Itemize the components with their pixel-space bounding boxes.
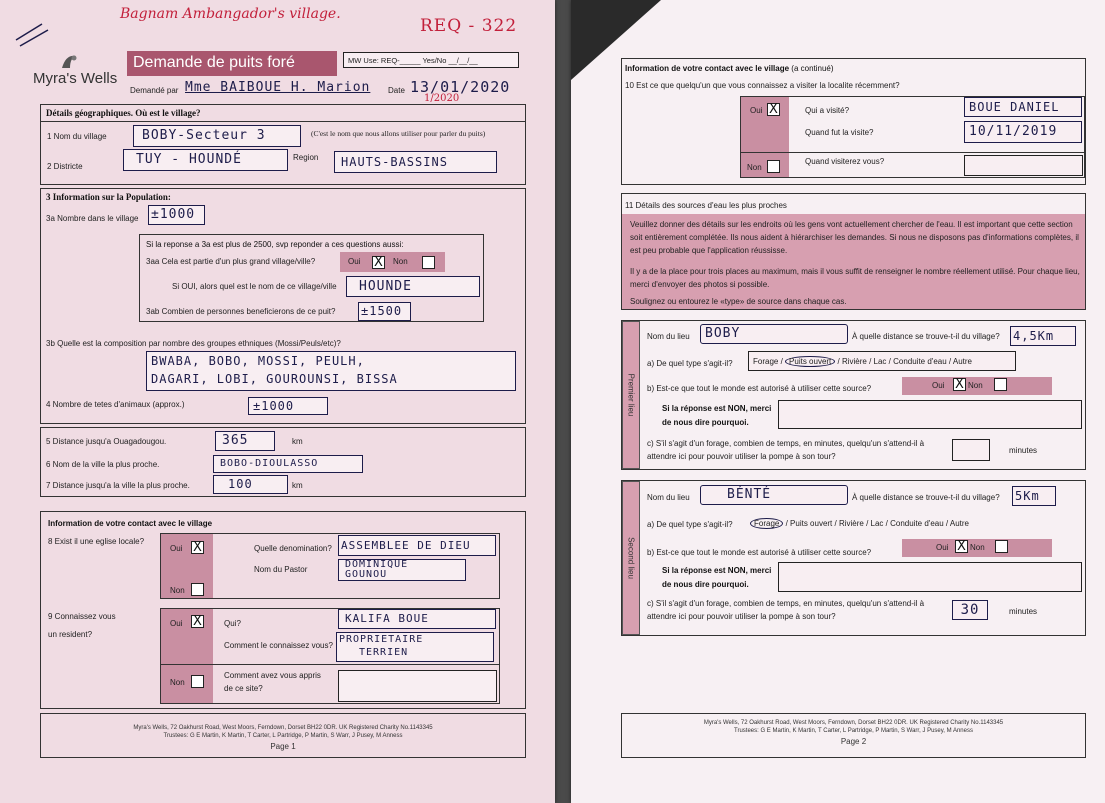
church-non-checkbox[interactable] xyxy=(191,583,204,596)
resident-oui-band xyxy=(161,609,213,664)
place-2-non-label: Non xyxy=(970,543,985,552)
page-number: Page 2 xyxy=(840,737,867,746)
nearest-town-label: 6 Nom de la ville la plus proche. xyxy=(46,460,160,469)
pen-slash-mark xyxy=(12,18,52,48)
section-population-title: 3 Information sur la Population: xyxy=(46,192,171,202)
section-contact xyxy=(40,511,526,709)
place-1-non-checkbox[interactable] xyxy=(994,378,1007,391)
place-2-distance-label: À quelle distance se trouve-t-il du village? xyxy=(852,493,1000,502)
resident-non-label: Non xyxy=(170,678,185,687)
instructions-paragraph-1: Veuillez donner des détails sur les endroits où les gens vont actuellement chercher de l'eau. Il est important que cette section soit entièrement complétée. Ils nous aident à hiérarchiser les demandes. Si nous ne disposons pas d'informations complètes, il est peu probable que l'application réussisse. xyxy=(630,220,1079,255)
contact-continued-suffix: (a continué) xyxy=(791,64,834,73)
beneficiaries-label: 3ab Combien de personnes beneficierons de ce puit? xyxy=(146,307,336,316)
type-forage-option[interactable]: Forage xyxy=(753,357,779,366)
village-name-label: 1 Nom du village xyxy=(47,132,107,141)
place-2-if-no-label-1: Si la réponse est NON, merci xyxy=(662,566,772,575)
how-known-label: Comment le connaissez vous? xyxy=(224,641,333,650)
church-non-label: Non xyxy=(170,586,185,595)
place-1-type-options[interactable]: Forage / Puits ouvert / Rivière / Lac / Conduite d'eau / Autre xyxy=(748,351,1016,371)
type-puits-option-selected[interactable]: Puits ouvert xyxy=(785,356,835,367)
distance-ouaga-label: 5 Distance jusqu'a Ouagadougou. xyxy=(46,437,167,446)
how-known-line-1: PROPRIETAIRE xyxy=(339,634,424,645)
future-visit-field[interactable] xyxy=(964,155,1083,176)
church-yes-no-band xyxy=(161,534,213,598)
section-distances xyxy=(40,427,526,497)
myras-wells-logo-icon xyxy=(58,50,80,72)
instructions-paragraph-2: Il y a de la place pour trois places au maximum, mais il vous suffit de renseigner le nombre réellement utilisé. Pour chaque lieu, merci d'envoyer des photos si possible. xyxy=(630,267,1080,289)
handwritten-note: Bagnam Ambangador's village. xyxy=(120,6,341,22)
local-church-label: 8 Exist il une eglise locale? xyxy=(48,537,145,546)
place-2-non-checkbox[interactable] xyxy=(995,540,1008,553)
place-2-minutes-label: minutes xyxy=(1009,607,1038,616)
section-contact-title: Information de votre contact avec le village xyxy=(48,519,213,528)
part-of-larger-oui-checkbox[interactable]: X xyxy=(372,256,385,269)
village-name-note: (C'est le nom que nous allons utiliser pour parler du puits) xyxy=(311,129,486,138)
section-contact-continued xyxy=(621,58,1086,185)
first-place-tab-label: Premier lieu xyxy=(626,373,636,417)
page-1-footer xyxy=(40,713,526,758)
pastor-line-2: GOUNOU xyxy=(345,569,388,580)
place-2-name-label: Nom du lieu xyxy=(647,493,690,502)
place-2-reason-field[interactable] xyxy=(778,562,1082,592)
district-field[interactable]: TUY - HOUNDÉ xyxy=(123,149,288,171)
population-field[interactable]: ±1000 xyxy=(148,205,205,225)
learned-label-2: de ce site? xyxy=(224,684,263,693)
recent-visit-label: 10 Est ce que quelqu'un que vous connaissez a visiter la localite récemment? xyxy=(625,81,900,90)
second-place-section xyxy=(621,480,1086,636)
type-other-options[interactable]: / Rivière / Lac / Conduite d'eau / Autre xyxy=(834,519,970,528)
visit-oui-checkbox[interactable]: X xyxy=(767,103,780,116)
form-title-band xyxy=(127,51,337,76)
page-2-footer xyxy=(621,713,1086,758)
place-2-access-label: b) Est-ce que tout le monde est autorisé à utiliser cette source? xyxy=(647,548,872,557)
visit-date-label: Quand fut la visite? xyxy=(805,128,874,137)
footer-address: Myra's Wells, 72 Oakhurst Road, West Moors, Ferndown, Dorset BH22 0DR. UK Registered Charity No.1143345 xyxy=(703,720,1004,726)
place-1-non-label: Non xyxy=(968,381,983,390)
denomination-field[interactable]: ASSEMBLEE DE DIEU xyxy=(338,535,496,556)
nearest-town-distance-field[interactable]: 100 xyxy=(213,475,288,494)
large-village-heading: Si la reponse a 3a est plus de 2500, svp reponder a ces questions aussi: xyxy=(146,240,404,249)
contact-continued-title-text: Information de votre contact avec le village xyxy=(625,64,790,73)
section-water-sources xyxy=(621,193,1086,310)
mw-use-box: MW Use: REQ-_____ Yes/No __/__/__ xyxy=(343,52,519,68)
section-geographic xyxy=(40,104,526,185)
population-label: 3a Nombre dans le village xyxy=(46,214,139,223)
place-1-distance-field[interactable]: 4,5Km xyxy=(1010,326,1076,346)
ethnic-groups-line-2: DAGARI, LOBI, GOUROUNSI, BISSA xyxy=(151,372,398,386)
section-geographic-title: Détails géographiques. Où est le village? xyxy=(46,108,201,118)
resident-oui-label: Oui xyxy=(170,619,183,628)
oui-label: Oui xyxy=(348,257,361,266)
know-resident-label-1: 9 Connaissez vous xyxy=(48,612,116,621)
footer-trustees: Trustees: G E Martin, K Martin, T Carter, L Partridge, P Martin, S Warr, J Pusey, M Anness xyxy=(163,733,403,739)
place-2-wait-field[interactable]: 30 xyxy=(952,600,988,620)
pastor-line-1: DOMINIQUE xyxy=(345,559,409,570)
place-2-wait-label-1: c) S'il s'agit d'un forage, combien de temps, en minutes, quelqu'un s'attend-il à xyxy=(647,599,925,608)
nearest-town-distance-label: 7 Distance jusqu'a la ville la plus proche. xyxy=(46,481,190,490)
church-oui-label: Oui xyxy=(170,544,183,553)
part-of-larger-label: 3aa Cela est partie d'un plus grand village/ville? xyxy=(146,257,316,266)
future-visit-label: Quand visiterez vous? xyxy=(805,157,885,166)
divider xyxy=(741,152,1084,153)
ethnic-groups-label: 3b Quelle est la composition par nombre des groupes ethniques (Mossi/Peuls/etc)? xyxy=(46,339,341,348)
km-label-2: km xyxy=(292,481,303,490)
date-value[interactable]: 13/01/2020 xyxy=(410,78,511,96)
type-puits-option[interactable]: Puits ouvert xyxy=(790,519,833,528)
place-2-oui-label: Oui xyxy=(936,543,949,552)
place-1-if-no-label-2: de nous dire pourquoi. xyxy=(662,418,749,427)
who-label: Qui? xyxy=(224,619,241,628)
first-place-section xyxy=(621,320,1086,470)
large-village-subsection xyxy=(139,234,484,322)
type-other-options[interactable]: / Rivière / Lac / Conduite d'eau / Autre xyxy=(837,357,973,366)
visit-oui-band xyxy=(741,97,789,152)
resident-non-checkbox[interactable] xyxy=(191,675,204,688)
region-field[interactable]: HAUTS-BASSINS xyxy=(334,151,497,173)
place-1-distance-label: À quelle distance se trouve-t-il du village? xyxy=(852,332,1000,341)
footer-trustees: Trustees: G E Martin, K Martin, T Carter, L Partridge, P Martin, S Warr, J Pusey, M Anness xyxy=(734,728,973,734)
learned-field[interactable] xyxy=(338,670,497,702)
place-1-if-no-label-1: Si la réponse est NON, merci xyxy=(662,404,772,413)
divider xyxy=(41,121,525,122)
place-1-oui-checkbox[interactable]: X xyxy=(953,378,966,391)
distance-ouaga-field[interactable]: 365 xyxy=(215,431,275,451)
larger-name-label: Si OUI, alors quel est le nom de ce village/ville xyxy=(172,282,337,291)
form-page-2 xyxy=(571,0,1105,803)
place-2-distance-field[interactable]: 5Km xyxy=(1012,486,1056,506)
learned-label-1: Comment avez vous appris xyxy=(224,671,321,680)
requested-by-label: Demandé par xyxy=(130,86,179,95)
ethnic-groups-line-1: BWABA, BOBO, MOSSI, PEULH, xyxy=(151,354,365,368)
how-known-line-2: TERRIEN xyxy=(359,647,409,658)
resident-oui-checkbox[interactable]: X xyxy=(191,615,204,628)
visit-subsection xyxy=(740,96,1085,178)
place-2-wait-label-2: attendre ici pour pouvoir utiliser la pompe à son tour? xyxy=(647,612,836,621)
reference-number: REQ - 322 xyxy=(420,16,518,36)
place-1-name-label: Nom du lieu xyxy=(647,332,690,341)
place-2-oui-checkbox[interactable]: X xyxy=(955,540,968,553)
visit-oui-label: Oui xyxy=(750,106,763,115)
denomination-label: Quelle denomination? xyxy=(254,544,332,553)
resident-non-band xyxy=(161,665,213,703)
place-2-type-options[interactable]: Forage / Puits ouvert / Rivière / Lac / Conduite d'eau / Autre xyxy=(750,516,969,532)
how-known-field[interactable] xyxy=(336,632,494,662)
date-label: Date xyxy=(388,86,405,95)
km-label: km xyxy=(292,437,303,446)
village-name-field[interactable]: BOBY-Secteur 3 xyxy=(133,125,301,147)
place-2-name-field[interactable]: BÉNTÉ xyxy=(700,485,848,505)
who-visited-field[interactable]: BOUE DANIEL xyxy=(964,97,1082,117)
beneficiaries-field[interactable]: ±1500 xyxy=(358,302,411,321)
footer-address: Myra's Wells, 72 Oakhurst Road, West Moors, Ferndown, Dorset BH22 0DR. UK Registered Charity No.1143345 xyxy=(133,725,433,731)
requested-by-value[interactable]: Mme BAIBOUE H. Marion xyxy=(185,80,371,95)
instructions-paragraph-3: Soulignez ou entourez le «type» de source dans chaque cas. xyxy=(630,297,847,306)
resident-subsection xyxy=(160,608,500,704)
water-sources-title: 11 Détails des sources d'eau les plus proches xyxy=(625,201,787,210)
part-of-larger-non-checkbox[interactable] xyxy=(422,256,435,269)
livestock-field[interactable]: ±1000 xyxy=(248,397,328,415)
know-resident-label-2: un resident? xyxy=(48,630,93,639)
who-field[interactable]: KALIFA BOUE xyxy=(338,609,496,629)
who-visited-label: Qui a visité? xyxy=(805,106,850,115)
place-1-reason-field[interactable] xyxy=(778,400,1082,429)
visit-date-field[interactable]: 10/11/2019 xyxy=(964,121,1082,143)
visit-non-label: Non xyxy=(747,163,762,172)
place-1-access-label: b) Est-ce que tout le monde est autorisé à utiliser cette source? xyxy=(647,384,872,393)
contact-continued-title xyxy=(625,64,834,73)
first-place-tab xyxy=(622,321,640,469)
pastor-label: Nom du Pastor xyxy=(254,565,308,574)
place-1-wait-label-1: c) S'il s'agit d'un forage, combien de temps, en minutes, quelqu'un s'attend-il à xyxy=(647,439,925,448)
nearest-town-field[interactable]: BOBO-DIOULASSO xyxy=(213,455,363,473)
instructions-band xyxy=(622,214,1085,309)
church-oui-checkbox[interactable]: X xyxy=(191,541,204,554)
place-1-name-field[interactable]: BOBY xyxy=(700,324,848,344)
form-title: Demande de puits foré xyxy=(133,54,295,71)
livestock-label: 4 Nombre de tetes d'animaux (approx.) xyxy=(46,400,185,409)
place-1-type-label: a) De quel type s'agit-il? xyxy=(647,359,733,368)
non-label: Non xyxy=(393,257,408,266)
visit-non-checkbox[interactable] xyxy=(767,160,780,173)
second-place-tab xyxy=(622,481,640,635)
place-2-if-no-label-2: de nous dire pourquoi. xyxy=(662,580,749,589)
pastor-field[interactable] xyxy=(338,559,466,581)
place-1-wait-label-2: attendre ici pour pouvoir utiliser la pompe à son tour? xyxy=(647,452,836,461)
region-label: Region xyxy=(293,153,319,162)
type-forage-option-selected[interactable]: Forage xyxy=(750,518,783,529)
date-correction: 1/2020 xyxy=(424,93,460,104)
district-label: 2 Districte xyxy=(47,162,83,171)
place-1-oui-label: Oui xyxy=(932,381,945,390)
place-1-wait-field[interactable] xyxy=(952,439,990,461)
church-subsection xyxy=(160,533,500,599)
section-population xyxy=(40,188,526,424)
logo-text: Myra's Wells xyxy=(33,70,118,87)
second-place-tab-label: Second lieu xyxy=(626,537,636,579)
larger-name-field[interactable]: HOUNDE xyxy=(346,276,480,297)
place-1-minutes-label: minutes xyxy=(1009,446,1038,455)
place-2-type-label: a) De quel type s'agit-il? xyxy=(647,520,733,529)
ethnic-groups-field[interactable] xyxy=(146,351,516,391)
page-number: Page 1 xyxy=(270,742,296,751)
